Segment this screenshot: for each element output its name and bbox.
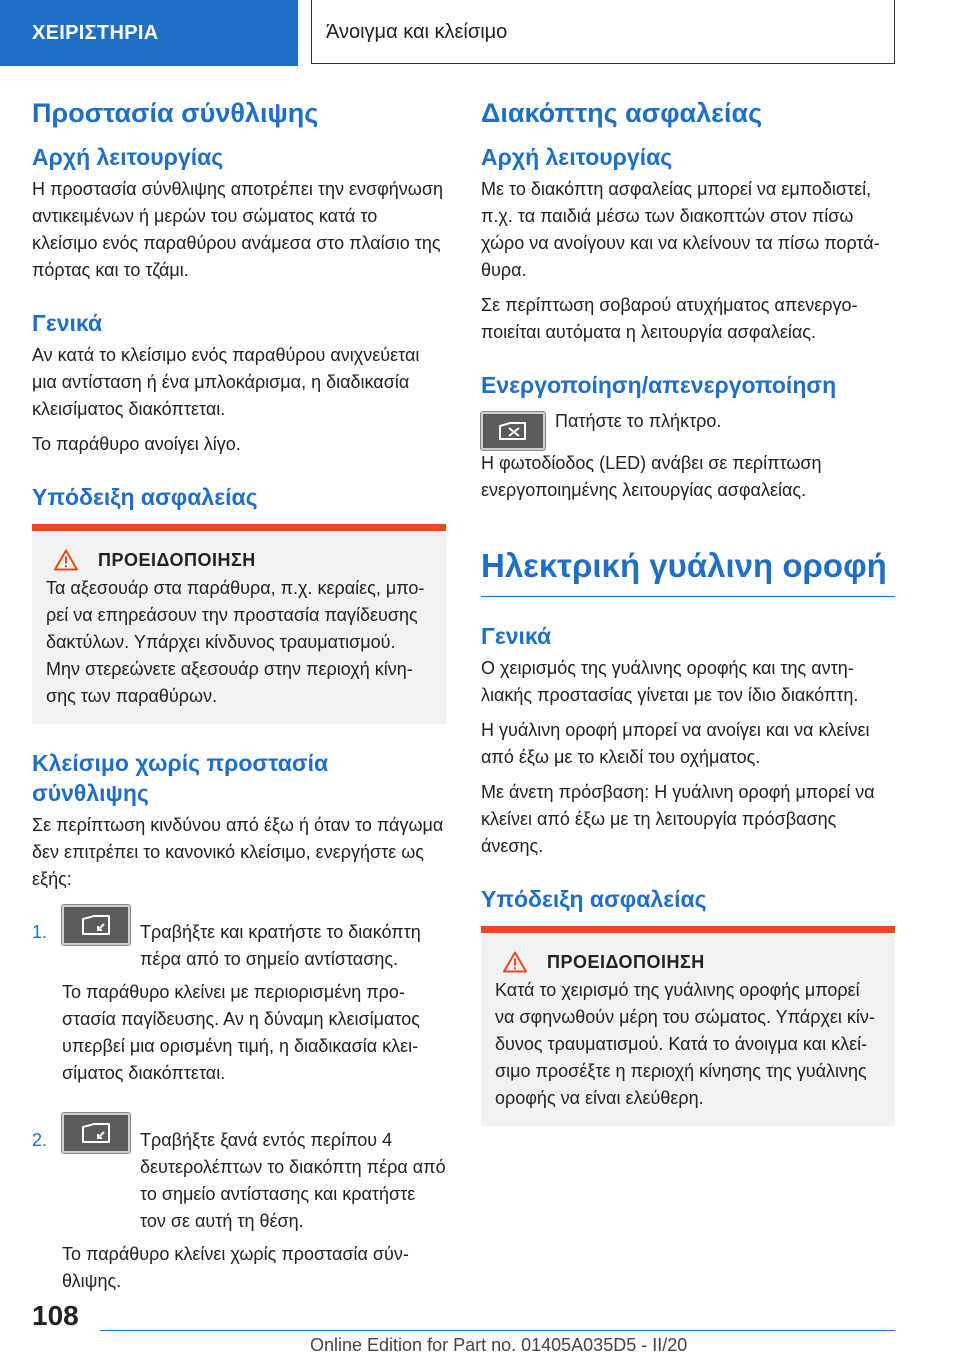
step-instruction: Τραβήξτε και κρατήστε το διακόπτη πέρα από το σημείο αντίστασης. [140, 922, 421, 969]
page-number: 108 [32, 1300, 79, 1331]
roof-text-1: Ο χειρισμός της γυάλινης οροφής και της αντηλιακής προστασίας γίνεται με τον ίδιο διακόπτη. [481, 658, 859, 705]
warning-triangle-icon [54, 549, 78, 571]
warning-text-2: Μην στερεώνετε αξεσουάρ στην περιοχή κίνησης των παραθύρων. [46, 659, 413, 706]
safety-heading: Υπόδειξη ασφαλείας [32, 484, 258, 510]
accident-text: Σε περίπτωση σοβαρού ατυχήματος απενεργοποιείται αυτόματα η λειτουργία ασφαλείας. [481, 295, 858, 342]
principle-heading: Αρχή λειτουργίας [481, 144, 673, 170]
footer-edition: Online Edition for Part no. 01405A035D5 - II/20 [310, 1335, 688, 1355]
pinch-protection-heading: Προστασία σύνθλιψης [32, 98, 319, 128]
on-off-heading: Ενεργοποίηση/απενεργοποίηση [481, 372, 837, 398]
general-text-2: Το παράθυρο ανοίγει λίγο. [32, 434, 241, 454]
right-column [481, 96, 895, 1126]
step-number: 2. [32, 1130, 48, 1150]
warning-triangle-icon [503, 951, 527, 973]
safety-switch-icon [481, 412, 545, 450]
roof-safety-heading: Υπόδειξη ασφαλείας [481, 886, 707, 912]
on-off-text-1: Πατήστε το πλήκτρο. [555, 411, 722, 431]
footer-divider [100, 1330, 895, 1331]
general-text-1: Αν κατά το κλείσιμο ενός παραθύρου ανιχνεύεται μια αντίσταση ή ένα μπλοκάρισμα, η διαδικασία κλεισίματος διακόπτεται. [32, 345, 420, 419]
roof-warning-text: Κατά το χειρισμό της γυάλινης οροφής μπορεί να σφηνωθούν μέρη του σώματος. Υπάρχει κίνδυνος τραυματισμού. Κατά το άνοιγμα και κλείσιμο προσέξτε η περιοχή κίνησης της γυάλινης οροφής να είναι ελεύθερη. [495, 980, 875, 1108]
warning-label: ΠΡΟΕΙΔΟΠΟΙΗΣΗ [547, 951, 705, 972]
no-pinch-text: Σε περίπτωση κινδύνου από έξω ή όταν το πάγωμα δεν επιτρέπει το κανονικό κλείσιμο, ενεργήστε ως εξής: [32, 815, 444, 889]
step-item [32, 901, 446, 1095]
principle-text: Με το διακόπτη ασφαλείας μπορεί να εμποδιστεί, π.χ. τα παιδιά μέσω των διακοπτών στον πίσω χώρο να ανοίγουν και να κλείνουν τα πίσω πορτάθυρα. [481, 179, 880, 280]
window-switch-icon [62, 1113, 130, 1153]
no-pinch-heading: Κλείσιμο χωρίς προστασία σύνθλιψης [32, 750, 329, 806]
safety-switch-heading: Διακόπτης ασφαλείας [481, 98, 763, 128]
warning-box [32, 524, 446, 724]
window-switch-icon [62, 905, 130, 945]
general-heading: Γενικά [32, 310, 103, 336]
glass-roof-heading: Ηλεκτρική γυάλινη οροφή [481, 544, 895, 597]
roof-text-3: Με άνετη πρόσβαση: Η γυάλινη οροφή μπορεί να κλείνει από έξω με τη λειτουργία πρόσβασης άνεσης. [481, 782, 875, 856]
step-item [32, 1109, 446, 1303]
roof-warning-box [481, 926, 895, 1126]
step-result: Το παράθυρο κλείνει χωρίς προστασία σύνθλιψης. [62, 1244, 409, 1291]
step-result: Το παράθυρο κλείνει με περιορισμένη προστασία παγίδευσης. Αν η δύναμη κλεισίματος υπερβεί μια ορισμένη τιμή, η διαδικασία κλεισίματος διακόπτεται. [62, 982, 420, 1083]
step-number: 1. [32, 922, 48, 942]
warning-text-1: Τα αξεσουάρ στα παράθυρα, π.χ. κεραίες, μπορεί να επηρεάσουν την προστασία παγίδευσης δακτύλων. Υπάρχει κίνδυνος τραυματισμού. [46, 578, 425, 652]
page-header [0, 0, 960, 66]
roof-text-2: Η γυάλινη οροφή μπορεί να ανοίγει και να κλείνει από έξω με το κλειδί του οχήματος. [481, 720, 870, 767]
chapter-tab[interactable]: ΧΕΙΡΙΣΤΗΡΙΑ [0, 0, 298, 66]
principle-heading: Αρχή λειτουργίας [32, 144, 224, 170]
left-column [32, 96, 446, 1311]
step-instruction: Τραβήξτε ξανά εντός περίπου 4 δευτερολέπτων το διακόπτη πέρα από το σημείο αντίστασης και κρατήστε τον σε αυτή τη θέση. [140, 1130, 446, 1231]
principle-text: Η προστασία σύνθλιψης αποτρέπει την ενσφήνωση αντικειμένων ή μερών του σώματος κατά το κλείσιμο ενός παραθύρου ανάμεσα στο πλαίσιο της πόρτας και το τζάμι. [32, 179, 443, 280]
section-title: Άνοιγμα και κλείσιμο [311, 0, 895, 64]
warning-label: ΠΡΟΕΙΔΟΠΟΙΗΣΗ [98, 549, 256, 570]
on-off-text-2: Η φωτοδίοδος (LED) ανάβει σε περίπτωση ενεργοποιημένης λειτουργίας ασφαλείας. [481, 453, 822, 500]
roof-general-heading: Γενικά [481, 623, 552, 649]
